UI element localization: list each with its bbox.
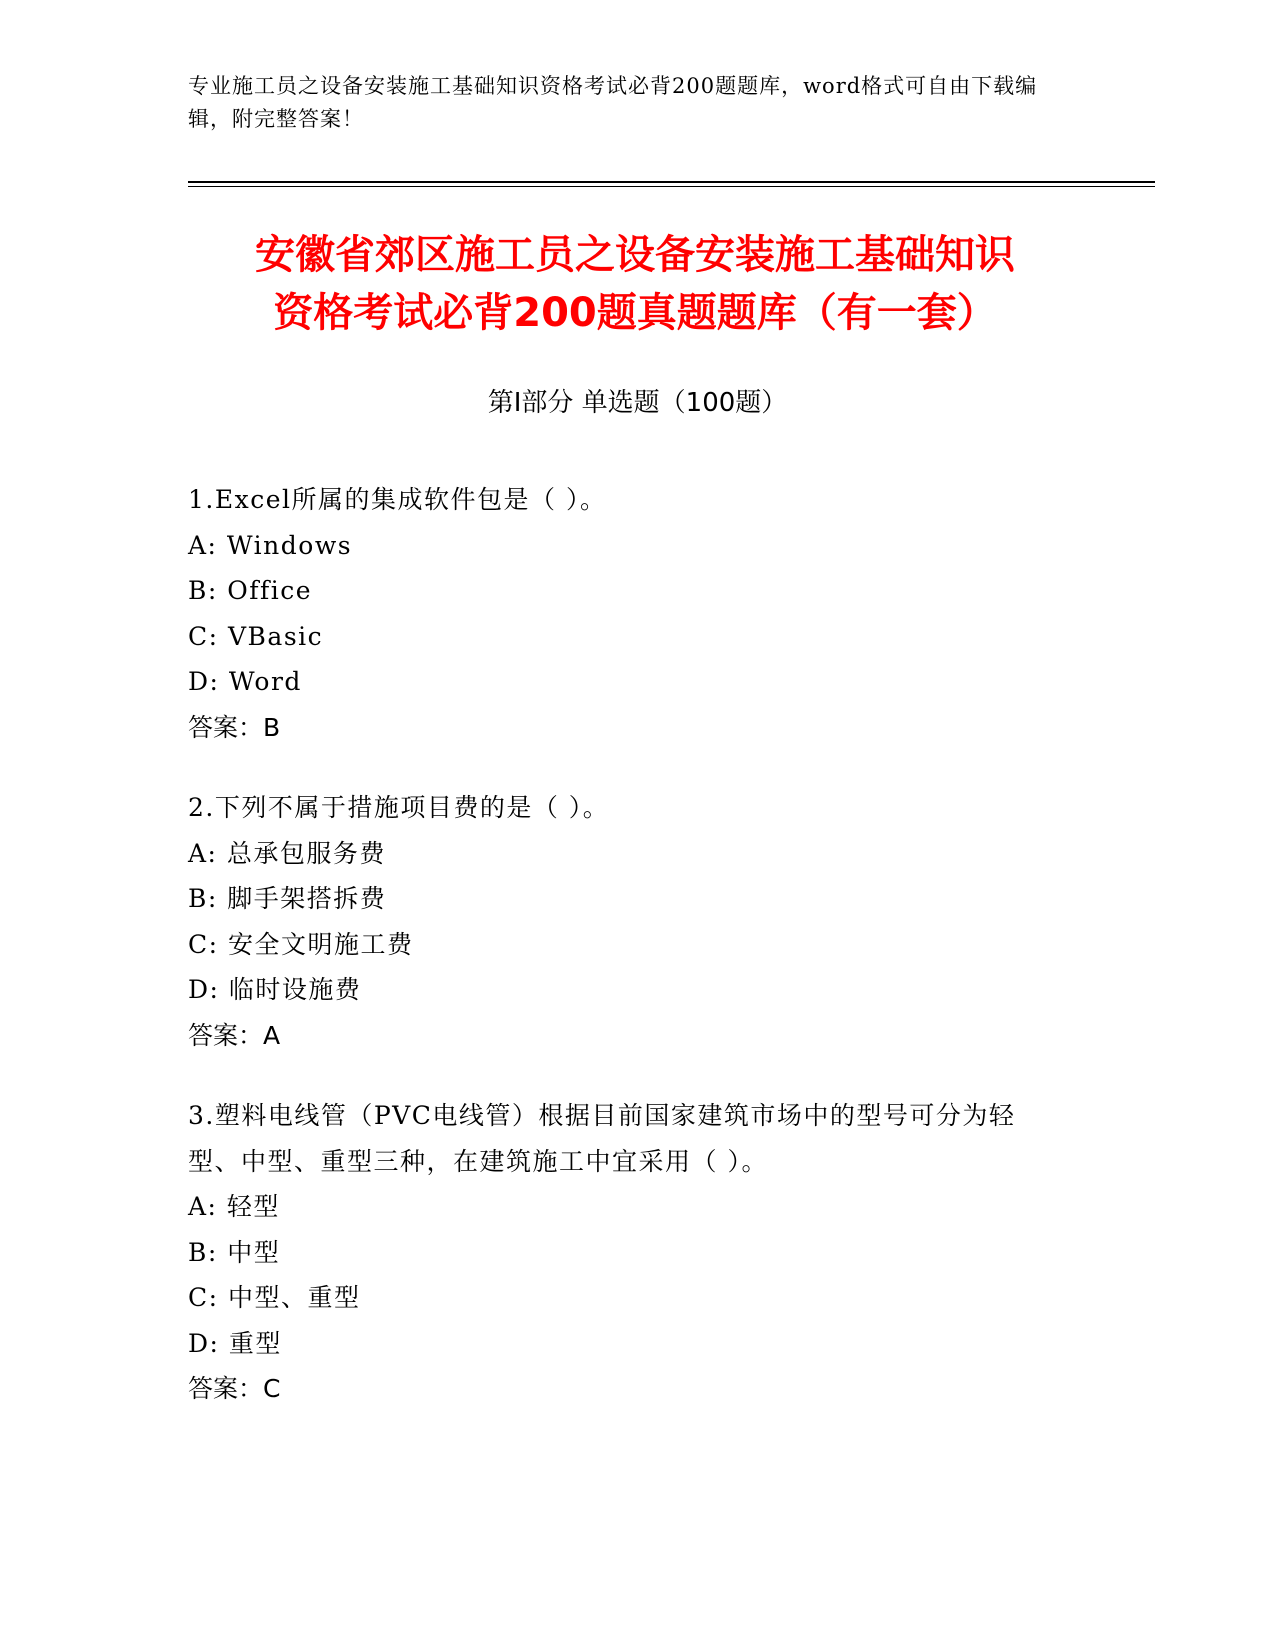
option-a: A: 轻型 [188,1192,280,1221]
title-line-2: 资格考试必背200题真题题库（有一套） [273,290,997,336]
question-3 [188,1093,1088,1412]
question-stem-line-2: 型、中型、重型三种，在建筑施工中宜采用（ ）。 [188,1146,768,1176]
answer: 答案：B [188,712,281,742]
header-divider-thin [188,186,1155,187]
option-c: C: 中型、重型 [188,1283,361,1312]
option-a: A: 总承包服务费 [188,838,386,868]
option-d: D: 临时设施费 [188,975,362,1004]
question-list [188,477,1088,1447]
option-c: C: VBasic [188,621,324,651]
option-b: B: 脚手架搭拆费 [188,884,387,913]
option-b: B: Office [188,576,313,605]
question-stem: 2.下列不属于措施项目费的是（ ）。 [188,793,610,822]
question-stem: 1.Excel所属的集成软件包是（ ）。 [188,485,607,514]
question-stem-line-1: 3.塑料电线管（PVC电线管）根据目前国家建筑市场中的型号可分为轻 [188,1101,1016,1130]
question-1 [188,477,1088,750]
document-title [175,226,1095,342]
option-b: B: 中型 [188,1237,281,1267]
title-line-1: 安徽省郊区施工员之设备安装施工基础知识 [255,232,1015,278]
question-2 [188,785,1088,1058]
option-d: D: 重型 [188,1328,282,1358]
answer: 答案：A [188,1020,281,1050]
section-title: 第Ⅰ部分 单选题（100题） [487,388,788,418]
option-a: A: Windows [188,530,353,560]
answer: 答案：C [188,1374,281,1403]
option-d: D: Word [188,667,302,696]
header-divider-thick [188,181,1155,183]
header-note: 专业施工员之设备安装施工基础知识资格考试必背200题题库，word格式可自由下载编辑，附完整答案！ [188,74,1038,131]
option-c: C: 安全文明施工费 [188,929,414,959]
